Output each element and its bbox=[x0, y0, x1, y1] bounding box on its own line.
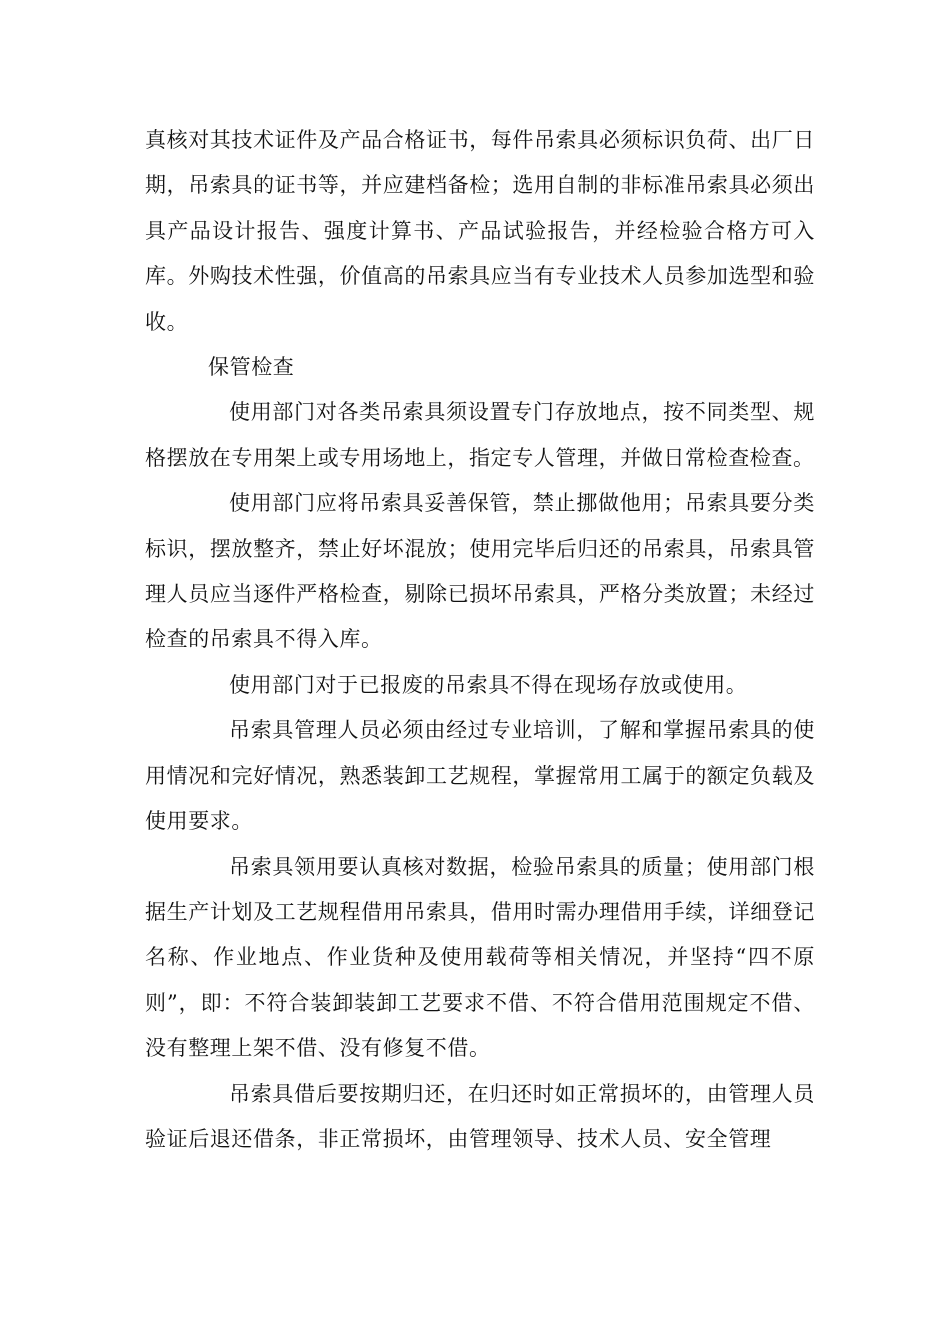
paragraph-continuation: 真核对其技术证件及产品合格证书，每件吊索具必须标识负荷、出厂日期，吊索具的证书等，并应建档备检；选用自制的非标准吊索具必须出具产品设计报告、强度计算书、产品试验报告，并经检验合格方可入库。外购技术性强，价值高的吊索具应当有专业技术人员参加选型和验收。 bbox=[145, 128, 815, 334]
section-heading: 保管检查 bbox=[208, 355, 295, 380]
paragraph: 使用部门应将吊索具妥善保管，禁止挪做他用；吊索具要分类标识，摆放整齐，禁止好坏混放；使用完毕后归还的吊索具，吊索具管理人员应当逐件严格检查，剔除已损坏吊索具，严格分类放置；未经过检查的吊索具不得入库。 bbox=[145, 491, 815, 652]
paragraph: 吊索具借后要按期归还，在归还时如正常损坏的，由管理人员验证后退还借条，非正常损坏，由管理领导、技术人员、安全管理 bbox=[145, 1081, 815, 1151]
paragraph: 使用部门对各类吊索具须设置专门存放地点，按不同类型、规格摆放在专用架上或专用场地上，指定专人管理，并做日常检查检查。 bbox=[145, 400, 815, 470]
document-body bbox=[145, 118, 815, 1162]
paragraph: 使用部门对于已报废的吊索具不得在现场存放或使用。 bbox=[229, 672, 748, 697]
paragraph: 吊索具领用要认真核对数据，检验吊索具的质量；使用部门根据生产计划及工艺规程借用吊索具，借用时需办理借用手续，详细登记名称、作业地点、作业货种及使用载荷等相关情况，并坚持“四不原则”，即：不符合装卸装卸工艺要求不借、不符合借用范围规定不借、没有整理上架不借、没有修复不借。 bbox=[145, 854, 815, 1061]
paragraph: 吊索具管理人员必须由经过专业培训，了解和掌握吊索具的使用情况和完好情况，熟悉装卸工艺规程，掌握常用工属于的额定负载及使用要求。 bbox=[145, 718, 815, 834]
